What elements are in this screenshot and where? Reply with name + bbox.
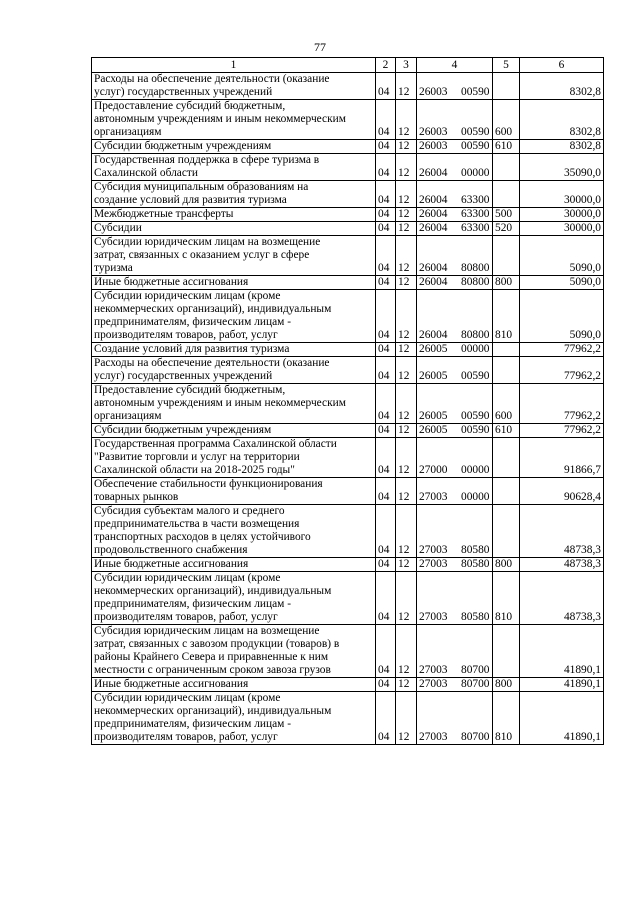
column-header-6: 6 — [520, 58, 604, 73]
table-row — [92, 236, 604, 276]
expense-name-line: товарных рынков — [94, 491, 179, 503]
row-target-article-code — [417, 505, 493, 558]
direction-code: 80580 — [461, 611, 490, 623]
expense-name-line: организациям — [94, 126, 162, 138]
column-header-5: 5 — [493, 58, 520, 73]
row-expense-name — [92, 572, 376, 625]
row-section-code: 04 — [376, 572, 396, 625]
expense-name-line: Государственная программа Сахалинской области — [94, 438, 337, 450]
direction-code: 80800 — [461, 329, 490, 341]
row-subsection-code: 12 — [396, 424, 417, 438]
row-section-code: 04 — [376, 357, 396, 384]
direction-code: 80580 — [461, 544, 490, 556]
row-expense-type-code: 600 — [493, 100, 520, 140]
expense-name-line: Предоставление субсидий бюджетным, — [94, 384, 286, 396]
row-expense-type-code — [493, 181, 520, 208]
row-expense-name — [92, 357, 376, 384]
program-code: 26003 — [419, 86, 448, 98]
row-amount: 77962,2 — [520, 357, 604, 384]
expense-name-line: туризма — [94, 262, 133, 274]
row-target-article-code — [417, 384, 493, 424]
column-header-1: 1 — [92, 58, 376, 73]
row-expense-type-code: 600 — [493, 384, 520, 424]
expense-name-line: затрат, связанных с оказанием услуг в сфере — [94, 249, 310, 261]
column-header-4: 4 — [417, 58, 493, 73]
direction-code: 00000 — [461, 167, 490, 179]
program-code: 26004 — [419, 167, 448, 179]
row-section-code: 04 — [376, 154, 396, 181]
expense-name-line: Субсидия муниципальным образованиям на — [94, 181, 309, 193]
table-row — [92, 384, 604, 424]
expense-name-line: Субсидии бюджетным учреждениям — [94, 140, 272, 152]
expense-name-line: "Развитие торговли и услуг на территории — [94, 451, 300, 463]
row-subsection-code: 12 — [396, 384, 417, 424]
program-code: 27003 — [419, 558, 448, 570]
table-row — [92, 692, 604, 745]
row-section-code: 04 — [376, 100, 396, 140]
direction-code: 80700 — [461, 678, 490, 690]
row-section-code: 04 — [376, 558, 396, 572]
row-target-article-code — [417, 73, 493, 100]
expense-name-line: услуг) государственных учреждений — [94, 370, 273, 382]
expense-name-line: услуг) государственных учреждений — [94, 86, 273, 98]
row-expense-name — [92, 140, 376, 154]
row-expense-name — [92, 384, 376, 424]
row-expense-type-code — [493, 357, 520, 384]
row-section-code: 04 — [376, 208, 396, 222]
direction-code: 00000 — [461, 491, 490, 503]
row-subsection-code: 12 — [396, 505, 417, 558]
row-subsection-code: 12 — [396, 290, 417, 343]
row-expense-type-code: 810 — [493, 290, 520, 343]
expense-name-line: Субсидия субъектам малого и среднего — [94, 505, 285, 517]
row-subsection-code: 12 — [396, 558, 417, 572]
direction-code: 80700 — [461, 731, 490, 743]
expense-name-line: производителям товаров, работ, услуг — [94, 329, 278, 341]
row-target-article-code — [417, 572, 493, 625]
row-expense-type-code — [493, 236, 520, 276]
expense-name-line: некоммерческих организаций), индивидуальным — [94, 585, 332, 597]
row-subsection-code: 12 — [396, 438, 417, 478]
row-target-article-code — [417, 290, 493, 343]
direction-code: 00590 — [461, 370, 490, 382]
row-section-code: 04 — [376, 384, 396, 424]
column-number-header-row — [92, 58, 604, 73]
row-amount: 41890,1 — [520, 625, 604, 678]
row-expense-type-code: 610 — [493, 140, 520, 154]
budget-table — [91, 57, 604, 745]
program-code: 27003 — [419, 611, 448, 623]
direction-code: 80580 — [461, 558, 490, 570]
expense-name-line: районы Крайнего Севера и приравненные к ним — [94, 651, 329, 663]
row-expense-type-code: 520 — [493, 222, 520, 236]
program-code: 27003 — [419, 731, 448, 743]
expense-name-line: организациям — [94, 410, 162, 422]
row-amount: 8302,8 — [520, 100, 604, 140]
row-target-article-code — [417, 343, 493, 357]
program-code: 27000 — [419, 464, 448, 476]
row-amount: 91866,7 — [520, 438, 604, 478]
expense-name-line: Расходы на обеспечение деятельности (оказание — [94, 357, 330, 369]
row-target-article-code — [417, 438, 493, 478]
expense-name-line: Сахалинской области — [94, 167, 198, 179]
row-amount: 77962,2 — [520, 343, 604, 357]
row-section-code: 04 — [376, 438, 396, 478]
row-expense-name — [92, 424, 376, 438]
expense-name-line: Иные бюджетные ассигнования — [94, 558, 249, 570]
expense-name-line: Субсидии юридическим лицам (кроме — [94, 572, 281, 584]
row-section-code: 04 — [376, 73, 396, 100]
row-section-code: 04 — [376, 290, 396, 343]
row-target-article-code — [417, 140, 493, 154]
row-expense-type-code: 500 — [493, 208, 520, 222]
row-expense-type-code: 810 — [493, 692, 520, 745]
direction-code: 80800 — [461, 276, 490, 288]
row-target-article-code — [417, 222, 493, 236]
row-target-article-code — [417, 424, 493, 438]
direction-code: 00590 — [461, 126, 490, 138]
row-expense-name — [92, 438, 376, 478]
direction-code: 63300 — [461, 194, 490, 206]
expense-name-line: некоммерческих организаций), индивидуальным — [94, 303, 332, 315]
expense-name-line: производителям товаров, работ, услуг — [94, 731, 278, 743]
program-code: 26005 — [419, 370, 448, 382]
row-section-code: 04 — [376, 505, 396, 558]
table-row — [92, 357, 604, 384]
table-row — [92, 181, 604, 208]
row-section-code: 04 — [376, 276, 396, 290]
row-subsection-code: 12 — [396, 276, 417, 290]
expense-name-line: Создание условий для развития туризма — [94, 343, 290, 355]
expense-name-line: создание условий для развития туризма — [94, 194, 287, 206]
program-code: 27003 — [419, 664, 448, 676]
row-expense-type-code — [493, 478, 520, 505]
direction-code: 80800 — [461, 262, 490, 274]
row-target-article-code — [417, 208, 493, 222]
program-code: 26003 — [419, 126, 448, 138]
row-expense-type-code: 610 — [493, 424, 520, 438]
row-subsection-code: 12 — [396, 357, 417, 384]
row-amount: 8302,8 — [520, 73, 604, 100]
expense-name-line: предпринимателям, физическим лицам - — [94, 718, 291, 730]
row-target-article-code — [417, 678, 493, 692]
expense-name-line: Иные бюджетные ассигнования — [94, 678, 249, 690]
row-subsection-code: 12 — [396, 625, 417, 678]
row-section-code: 04 — [376, 181, 396, 208]
row-expense-name — [92, 236, 376, 276]
row-subsection-code: 12 — [396, 222, 417, 236]
program-code: 26003 — [419, 140, 448, 152]
row-subsection-code: 12 — [396, 100, 417, 140]
row-subsection-code: 12 — [396, 678, 417, 692]
program-code: 26005 — [419, 410, 448, 422]
row-target-article-code — [417, 558, 493, 572]
table-row — [92, 424, 604, 438]
program-code: 27003 — [419, 678, 448, 690]
table-row — [92, 208, 604, 222]
direction-code: 00000 — [461, 464, 490, 476]
row-target-article-code — [417, 692, 493, 745]
row-expense-type-code: 800 — [493, 276, 520, 290]
row-section-code: 04 — [376, 678, 396, 692]
row-amount: 5090,0 — [520, 276, 604, 290]
row-section-code: 04 — [376, 692, 396, 745]
row-section-code: 04 — [376, 222, 396, 236]
table-row — [92, 438, 604, 478]
table-row — [92, 100, 604, 140]
row-expense-name — [92, 558, 376, 572]
row-expense-type-code — [493, 343, 520, 357]
column-header-2: 2 — [376, 58, 396, 73]
row-section-code: 04 — [376, 424, 396, 438]
table-row — [92, 572, 604, 625]
row-target-article-code — [417, 154, 493, 181]
row-expense-type-code — [493, 73, 520, 100]
row-amount: 41890,1 — [520, 678, 604, 692]
row-section-code: 04 — [376, 625, 396, 678]
row-expense-name — [92, 222, 376, 236]
expense-name-line: Субсидии юридическим лицам на возмещение — [94, 236, 321, 248]
expense-name-line: Расходы на обеспечение деятельности (оказание — [94, 73, 330, 85]
table-row — [92, 505, 604, 558]
expense-name-line: предпринимателям, физическим лицам - — [94, 598, 291, 610]
row-target-article-code — [417, 625, 493, 678]
program-code: 26004 — [419, 194, 448, 206]
program-code: 26004 — [419, 208, 448, 220]
expense-name-line: транспортных расходов в целях устойчивого — [94, 531, 311, 543]
row-expense-type-code — [493, 438, 520, 478]
row-section-code: 04 — [376, 478, 396, 505]
table-row — [92, 678, 604, 692]
row-expense-type-code: 810 — [493, 572, 520, 625]
row-amount: 48738,3 — [520, 558, 604, 572]
row-amount: 41890,1 — [520, 692, 604, 745]
row-target-article-code — [417, 181, 493, 208]
row-amount: 48738,3 — [520, 572, 604, 625]
row-subsection-code: 12 — [396, 140, 417, 154]
row-target-article-code — [417, 236, 493, 276]
row-target-article-code — [417, 100, 493, 140]
expense-name-line: Субсидии — [94, 222, 142, 234]
table-row — [92, 276, 604, 290]
row-subsection-code: 12 — [396, 73, 417, 100]
row-expense-name — [92, 208, 376, 222]
row-expense-type-code — [493, 625, 520, 678]
row-target-article-code — [417, 478, 493, 505]
row-amount: 30000,0 — [520, 208, 604, 222]
expense-name-line: местности с ограниченным сроком завоза грузов — [94, 664, 331, 676]
row-subsection-code: 12 — [396, 572, 417, 625]
expense-name-line: затрат, связанных с завозом продукции (товаров) в — [94, 638, 340, 650]
program-code: 26004 — [419, 276, 448, 288]
table-row — [92, 290, 604, 343]
row-amount: 90628,4 — [520, 478, 604, 505]
expense-name-line: Межбюджетные трансферты — [94, 208, 234, 220]
table-row — [92, 478, 604, 505]
row-expense-name — [92, 678, 376, 692]
direction-code: 00590 — [461, 410, 490, 422]
program-code: 26004 — [419, 262, 448, 274]
row-expense-type-code — [493, 505, 520, 558]
row-section-code: 04 — [376, 140, 396, 154]
row-expense-name — [92, 343, 376, 357]
program-code: 27003 — [419, 491, 448, 503]
table-row — [92, 140, 604, 154]
expense-name-line: автономным учреждениям и иным некоммерческим — [94, 397, 346, 409]
row-amount: 30000,0 — [520, 222, 604, 236]
expense-name-line: Субсидии юридическим лицам (кроме — [94, 692, 281, 704]
expense-name-line: Государственная поддержка в сфере туризма в — [94, 154, 320, 166]
expense-name-line: некоммерческих организаций), индивидуальным — [94, 705, 332, 717]
row-expense-name — [92, 692, 376, 745]
row-expense-name — [92, 276, 376, 290]
row-amount: 30000,0 — [520, 181, 604, 208]
column-header-3: 3 — [396, 58, 417, 73]
expense-name-line: предпринимателям, физическим лицам - — [94, 316, 291, 328]
expense-name-line: Субсидии юридическим лицам (кроме — [94, 290, 281, 302]
row-amount: 5090,0 — [520, 236, 604, 276]
row-expense-name — [92, 625, 376, 678]
row-amount: 48738,3 — [520, 505, 604, 558]
row-expense-name — [92, 290, 376, 343]
row-subsection-code: 12 — [396, 343, 417, 357]
row-expense-type-code: 800 — [493, 558, 520, 572]
expense-name-line: Субсидии бюджетным учреждениям — [94, 424, 272, 436]
program-code: 26004 — [419, 329, 448, 341]
row-expense-type-code — [493, 154, 520, 181]
row-section-code: 04 — [376, 343, 396, 357]
table-row — [92, 222, 604, 236]
row-target-article-code — [417, 276, 493, 290]
program-code: 26004 — [419, 222, 448, 234]
program-code: 26005 — [419, 424, 448, 436]
table-row — [92, 73, 604, 100]
row-amount: 8302,8 — [520, 140, 604, 154]
row-amount: 77962,2 — [520, 384, 604, 424]
direction-code: 00590 — [461, 424, 490, 436]
expense-name-line: Предоставление субсидий бюджетным, — [94, 100, 286, 112]
row-amount: 35090,0 — [520, 154, 604, 181]
row-subsection-code: 12 — [396, 692, 417, 745]
row-target-article-code — [417, 357, 493, 384]
row-expense-name — [92, 478, 376, 505]
direction-code: 00000 — [461, 343, 490, 355]
expense-name-line: Обеспечение стабильности функционирования — [94, 478, 323, 490]
expense-name-line: продовольственного снабжения — [94, 544, 248, 556]
expense-name-line: автономным учреждениям и иным некоммерческим — [94, 113, 346, 125]
row-expense-name — [92, 73, 376, 100]
row-section-code: 04 — [376, 236, 396, 276]
expense-name-line: Субсидия юридическим лицам на возмещение — [94, 625, 320, 637]
row-expense-name — [92, 505, 376, 558]
table-row — [92, 154, 604, 181]
row-expense-name — [92, 154, 376, 181]
direction-code: 63300 — [461, 222, 490, 234]
row-amount: 5090,0 — [520, 290, 604, 343]
direction-code: 00590 — [461, 140, 490, 152]
table-row — [92, 625, 604, 678]
program-code: 27003 — [419, 544, 448, 556]
direction-code: 00590 — [461, 86, 490, 98]
table-row — [92, 558, 604, 572]
row-expense-name — [92, 100, 376, 140]
direction-code: 63300 — [461, 208, 490, 220]
row-expense-name — [92, 181, 376, 208]
row-subsection-code: 12 — [396, 208, 417, 222]
row-subsection-code: 12 — [396, 478, 417, 505]
row-subsection-code: 12 — [396, 181, 417, 208]
expense-name-line: предпринимательства в части возмещения — [94, 518, 300, 530]
expense-name-line: Иные бюджетные ассигнования — [94, 276, 249, 288]
expense-name-line: производителям товаров, работ, услуг — [94, 611, 278, 623]
row-subsection-code: 12 — [396, 154, 417, 181]
program-code: 26005 — [419, 343, 448, 355]
expense-name-line: Сахалинской области на 2018-2025 годы" — [94, 464, 295, 476]
row-amount: 77962,2 — [520, 424, 604, 438]
table-row — [92, 343, 604, 357]
row-subsection-code: 12 — [396, 236, 417, 276]
page-number: 77 — [314, 40, 326, 54]
direction-code: 80700 — [461, 664, 490, 676]
row-expense-type-code: 800 — [493, 678, 520, 692]
